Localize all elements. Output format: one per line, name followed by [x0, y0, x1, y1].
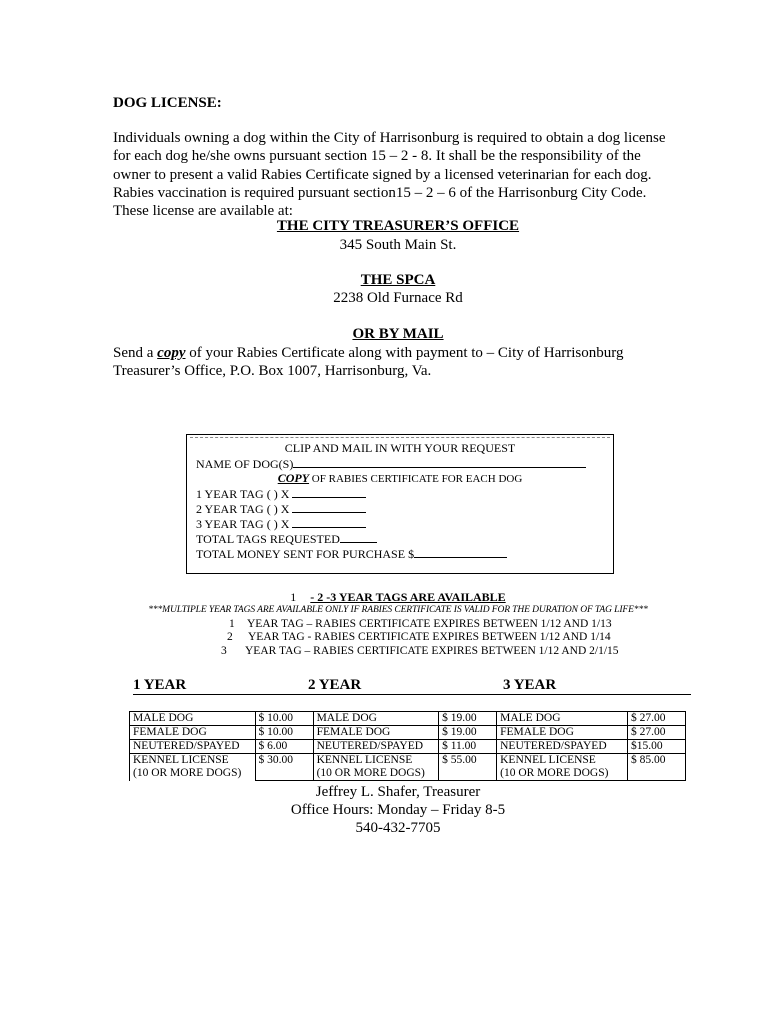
intro-paragraph	[113, 129, 673, 220]
fee-value: $ 11.00	[439, 740, 497, 754]
year-heading-3	[503, 677, 691, 695]
tag-line-text: YEAR TAG – RABIES CERTIFICATE EXPIRES BETWEEN 1/12 AND 1/13	[247, 618, 612, 630]
dog-name-field	[196, 456, 586, 472]
location-spca-address: 2238 Old Furnace Rd	[333, 290, 463, 306]
three-year-tag-blank	[292, 516, 366, 528]
two-year-tag-field	[196, 501, 366, 517]
fee-label: NEUTERED/SPAYED	[313, 740, 439, 754]
table-row	[130, 726, 686, 740]
fee-value: $ 30.00	[255, 754, 313, 781]
two-year-tag-label: 2 YEAR TAG ( ) X	[196, 502, 290, 516]
mail-line-1-pre: Send a	[113, 345, 158, 361]
dog-name-blank	[293, 456, 586, 468]
copy-word: COPY	[277, 471, 310, 485]
fee-label: MALE DOG	[130, 712, 256, 726]
intro-line: owner to present a valid Rabies Certificate signed by a licensed veterinarian for each dog.	[113, 166, 652, 183]
fee-label-kennel	[130, 754, 256, 781]
intro-line: Individuals owning a dog within the City of Harrisonburg is required to obtain a dog license	[113, 130, 666, 146]
fee-value: $ 55.00	[439, 754, 497, 781]
page-title: DOG LICENSE:	[113, 95, 222, 111]
fee-value: $ 10.00	[255, 712, 313, 726]
tag-line-number: 2	[227, 631, 233, 643]
total-tags-field	[196, 531, 377, 547]
tag-line-number: 3	[221, 645, 227, 657]
intro-line: for each dog he/she owns pursuant section 15 – 2 - 8. It shall be the responsibility of the	[113, 148, 641, 165]
fee-value: $ 27.00	[627, 712, 685, 726]
mail-line-1-post: of your Rabies Certificate along with payment to – City of Harrisonburg	[185, 345, 624, 361]
mail-instructions	[113, 344, 683, 381]
year-heading-2-text: 2 YEAR	[308, 677, 503, 695]
fee-label-sub: (10 OR MORE DOGS)	[500, 767, 609, 779]
total-tags-blank	[340, 531, 377, 543]
tag-line-text: YEAR TAG - RABIES CERTIFICATE EXPIRES BETWEEN 1/12 AND 1/14	[248, 631, 611, 643]
tag-line-number: 1	[229, 618, 235, 630]
fee-value: $ 6.00	[255, 740, 313, 754]
office-hours: Office Hours: Monday – Friday 8-5	[290, 802, 506, 818]
clip-form-header: CLIP AND MAIL IN WITH YOUR REQUEST	[284, 441, 516, 455]
one-year-tag-field	[196, 486, 366, 502]
fee-label: KENNEL LICENSE	[316, 754, 413, 766]
copy-rabies-line	[187, 471, 613, 487]
location-spca-name: THE SPCA	[360, 272, 436, 288]
fee-label: NEUTERED/SPAYED	[497, 740, 628, 754]
fee-label-sub: (10 OR MORE DOGS)	[133, 767, 242, 779]
fee-label: FEMALE DOG	[313, 726, 439, 740]
fee-label: KENNEL LICENSE	[133, 754, 229, 766]
tags-heading-text: - 2 -3 YEAR TAGS ARE AVAILABLE	[310, 590, 506, 604]
total-tags-label: TOTAL TAGS REQUESTED	[196, 532, 340, 546]
tag-line-text: YEAR TAG – RABIES CERTIFICATE EXPIRES BETWEEN 1/12 AND 2/1/15	[245, 645, 619, 657]
fee-label-sub: (10 OR MORE DOGS)	[316, 767, 425, 779]
three-year-tag-label: 3 YEAR TAG ( ) X	[196, 517, 290, 531]
location-treasurer-name: THE CITY TREASURER’S OFFICE	[276, 218, 520, 234]
three-year-tag-field	[196, 516, 366, 532]
one-year-tag-blank	[292, 486, 366, 498]
treasurer-name: Jeffrey L. Shafer, Treasurer	[315, 784, 481, 800]
mail-line-1	[113, 344, 683, 362]
fee-label: NEUTERED/SPAYED	[130, 740, 256, 754]
fee-value: $ 10.00	[255, 726, 313, 740]
fee-value: $ 19.00	[439, 726, 497, 740]
cut-line	[190, 437, 610, 438]
one-year-tag-label: 1 YEAR TAG ( ) X	[196, 487, 290, 501]
total-money-blank	[414, 546, 507, 558]
fee-value: $15.00	[627, 740, 685, 754]
mail-heading: OR BY MAIL	[352, 326, 444, 342]
phone-number: 540-432-7705	[355, 820, 441, 836]
fee-label: FEMALE DOG	[497, 726, 628, 740]
fee-label: MALE DOG	[497, 712, 628, 726]
tags-available-heading	[113, 590, 683, 605]
intro-line: Rabies vaccination is required pursuant section15 – 2 – 6 of the Harrisonburg City Code.	[113, 184, 647, 201]
fee-label: KENNEL LICENSE	[500, 754, 596, 766]
total-money-label: TOTAL MONEY SENT FOR PURCHASE $	[196, 547, 415, 561]
fee-label-kennel	[313, 754, 439, 781]
multi-year-note: ***MULTIPLE YEAR TAGS ARE AVAILABLE ONLY IF RABIES CERTIFICATE IS VALID FOR THE DURATION OF TAG LIFE***	[148, 605, 648, 615]
table-row	[130, 740, 686, 754]
fee-label-kennel	[497, 754, 628, 781]
total-money-field	[196, 546, 507, 562]
copy-rest: OF RABIES CERTIFICATE FOR EACH DOG	[309, 473, 523, 485]
year-heading-1	[133, 677, 308, 695]
two-year-tag-blank	[292, 501, 366, 513]
table-row	[130, 712, 686, 726]
clip-form-box	[186, 434, 614, 574]
fee-label: MALE DOG	[313, 712, 439, 726]
fee-value: $ 19.00	[439, 712, 497, 726]
year-heading-2	[308, 677, 503, 695]
dog-name-label: NAME OF DOG(S)	[196, 457, 294, 471]
copy-emphasis: copy	[157, 345, 186, 361]
fee-label: FEMALE DOG	[130, 726, 256, 740]
fee-value: $ 27.00	[627, 726, 685, 740]
tags-heading-number: 1	[290, 590, 297, 604]
year-heading-1-text: 1 YEAR	[133, 677, 308, 695]
mail-line-2: Treasurer’s Office, P.O. Box 1007, Harrisonburg, Va.	[113, 363, 432, 380]
location-treasurer-address: 345 South Main St.	[339, 237, 457, 253]
year-heading-3-text: 3 YEAR	[503, 677, 691, 695]
fee-table	[129, 711, 686, 781]
fee-value: $ 85.00	[627, 754, 685, 781]
table-row	[130, 754, 686, 781]
intro-line: These license are available at:	[113, 203, 293, 220]
